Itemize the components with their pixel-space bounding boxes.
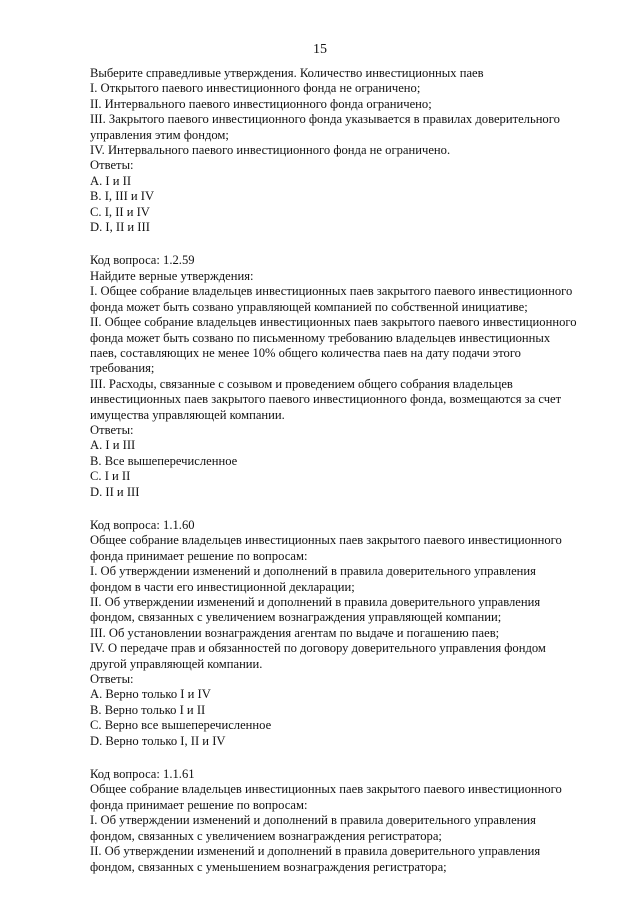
question-text-line: Общее собрание владельцев инвестиционных паев закрытого паевого инвестиционного	[90, 782, 562, 797]
question-text-line: имущества управляющей компании.	[90, 407, 285, 422]
question-text-line: паев, составляющих не менее 10% общего количества паев на дату подачи этого	[90, 345, 521, 360]
question-text-line: Общее собрание владельцев инвестиционных паев закрытого паевого инвестиционного	[90, 533, 562, 548]
answer-option-b: B. I, III и IV	[90, 189, 155, 204]
question-1-1-60	[90, 518, 570, 749]
question-text-line: II. Об утверждении изменений и дополнений в правила доверительного управления	[90, 844, 541, 859]
question-text-line: I. Об утверждении изменений и дополнений в правила доверительного управления	[90, 813, 536, 828]
answer-option-d: D. I, II и III	[90, 220, 150, 235]
question-text-line: фонда принимает решение по вопросам:	[90, 797, 308, 812]
question-text-line: требования;	[90, 361, 155, 376]
question-text-line: II. Об утверждении изменений и дополнений в правила доверительного управления	[90, 595, 541, 609]
document-body	[90, 66, 577, 893]
question-text-line: инвестиционных паев закрытого паевого инвестиционного фонда, возмещаются за счет	[90, 392, 562, 407]
question-1-2-59	[90, 253, 577, 500]
question-text-line: фонда может быть созвано управляющей компанией по собственной инициативе;	[90, 299, 528, 314]
question-text-line: фондом, связанных с уменьшением вознаграждения регистратора;	[90, 859, 447, 874]
statement-line: IV. Интервального паевого инвестиционного фонда не ограничено.	[90, 143, 451, 158]
question-code: Код вопроса: 1.1.61	[90, 767, 195, 782]
answer-option-a: A. Верно только I и IV	[90, 687, 211, 702]
statement-line: управления этим фондом;	[90, 127, 229, 142]
question-text-line: фондом, связанных с увеличением вознаграждения регистратора;	[90, 828, 442, 843]
question-text-line: III. Об установлении вознаграждения агентам по выдаче и погашению паев;	[90, 625, 500, 640]
statement-line: II. Интервального паевого инвестиционного фонда ограничено;	[90, 96, 432, 111]
statement-line: I. Открытого паевого инвестиционного фонда не ограничено;	[90, 81, 421, 96]
question-text-line: другой управляющей компании.	[90, 656, 263, 671]
question-text-line: фонда может быть созвано по письменному требованию владельцев инвестиционных	[90, 330, 551, 345]
question-prompt: Выберите справедливые утверждения. Количество инвестиционных паев	[90, 66, 484, 80]
question-text-line: фонда принимает решение по вопросам:	[90, 548, 308, 563]
answer-option-a: A. I и III	[90, 438, 136, 453]
question-text-line: I. Общее собрание владельцев инвестиционных паев закрытого паевого инвестиционного	[90, 284, 573, 299]
answer-option-a: A. I и II	[90, 173, 132, 188]
answer-option-c: C. Верно все вышеперечисленное	[90, 718, 272, 733]
page-number: 15	[313, 42, 327, 57]
question-text-line: фондом в части его инвестиционной декларации;	[90, 579, 355, 594]
answers-label: Ответы:	[90, 672, 134, 687]
question-text-line: I. Об утверждении изменений и дополнений в правила доверительного управления	[90, 564, 536, 579]
question-1-1-61	[90, 767, 570, 875]
question-code: Код вопроса: 1.1.60	[90, 517, 195, 532]
answer-option-d: D. II и III	[90, 484, 140, 499]
question-text-line: II. Общее собрание владельцев инвестиционных паев закрытого паевого инвестиционного	[90, 315, 577, 330]
question-text-line: IV. О передаче прав и обязанностей по договору доверительного управления фондом	[90, 641, 546, 656]
intro-question	[90, 66, 570, 235]
question-text-line: фондом, связанных с увеличением вознаграждения управляющей компании;	[90, 610, 502, 625]
answer-option-b: B. Верно только I и II	[90, 702, 206, 717]
question-text-line: III. Расходы, связанные с созывом и проведением общего собрания владельцев	[90, 376, 513, 391]
answers-label: Ответы:	[90, 422, 134, 437]
answers-label: Ответы:	[90, 158, 134, 173]
statement-line: III. Закрытого паевого инвестиционного фонда указывается в правилах доверительного	[90, 112, 560, 127]
answer-option-c: C. I, II и IV	[90, 204, 150, 219]
answer-option-b: B. Все вышеперечисленное	[90, 453, 238, 468]
question-text-line: Найдите верные утверждения:	[90, 268, 254, 283]
answer-option-c: C. I и II	[90, 469, 131, 484]
answer-option-d: D. Верно только I, II и IV	[90, 733, 226, 748]
question-code: Код вопроса: 1.2.59	[90, 253, 195, 268]
